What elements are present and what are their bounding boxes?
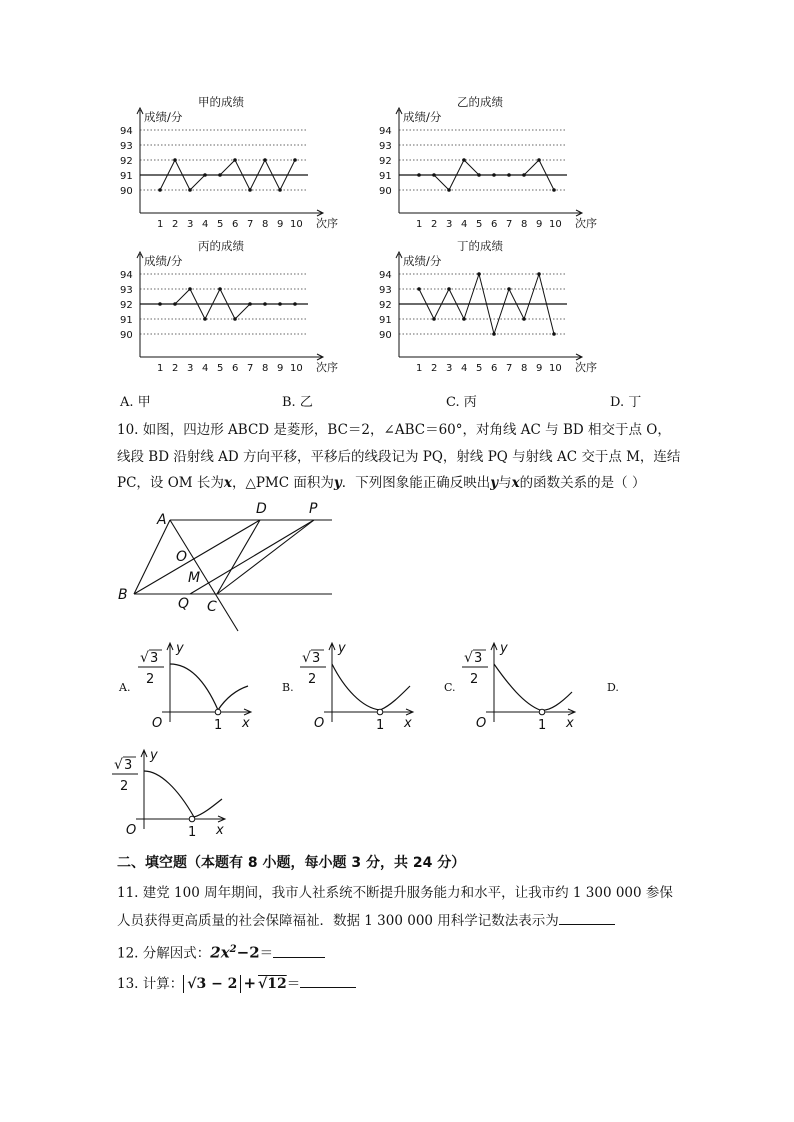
x-tick-label: 9: [277, 219, 284, 230]
q9-option-d: D. 丁: [610, 395, 642, 410]
q13-eq: ＝: [286, 976, 301, 992]
y-tick-label: 92: [379, 300, 392, 311]
q11-line-2-text: 人员获得更高质量的社会保障福祉．数据 1 300 000 用科学记数法表示为: [117, 913, 559, 929]
point-o: O: [176, 549, 188, 565]
q10-line-3-d: 与: [498, 475, 512, 491]
point-c: C: [207, 599, 217, 615]
q10-line-2: 线段 BD 沿射线 AD 方向平移，平移后的线段记为 PQ，射线 PQ 与射线 AC 交于点 M，连结: [117, 449, 681, 465]
var-y-2: y: [490, 475, 499, 491]
var-x: x: [223, 475, 232, 491]
segment-pc: [217, 520, 314, 594]
x-tick-label: 9: [536, 363, 543, 374]
chart-title: 乙的成绩: [457, 95, 503, 109]
denominator-2: 2: [120, 779, 129, 794]
x-tick-label: 1: [157, 219, 164, 230]
q13-absolute-value: √3 − 2: [183, 975, 241, 993]
data-point: [492, 173, 496, 177]
y-tick-label: 94: [120, 126, 133, 137]
data-point: [278, 302, 282, 306]
y-axis-name: y: [338, 641, 346, 656]
data-point: [263, 302, 267, 306]
data-point: [188, 287, 192, 291]
var-y: y: [333, 475, 342, 491]
y-tick-label: 90: [379, 186, 392, 197]
x-tick-label: 2: [431, 219, 438, 230]
origin-label: O: [476, 716, 487, 731]
x-tick-label: 4: [461, 363, 468, 374]
graph-option-a: [138, 638, 258, 736]
data-point: [552, 188, 556, 192]
sqrt-sign: √: [114, 757, 123, 773]
y-tick-label: 92: [120, 300, 133, 311]
origin-label: O: [152, 716, 163, 731]
x-axis-name: x: [216, 823, 224, 838]
graph-option-d: [112, 745, 232, 843]
y-axis-name: y: [500, 641, 508, 656]
x-axis-label: 次序: [575, 217, 597, 230]
x-tick-label: 2: [172, 219, 179, 230]
y-tick-label: 92: [379, 156, 392, 167]
hollow-point: [215, 709, 221, 715]
data-point: [507, 173, 511, 177]
q13-sqrt12: √12: [258, 976, 287, 992]
x-axis-label: 次序: [316, 217, 338, 230]
x-tick-label: 7: [506, 363, 513, 374]
x-tick-label: 10: [549, 219, 562, 230]
data-point: [263, 158, 267, 162]
function-curve: [170, 664, 248, 710]
data-point: [522, 317, 526, 321]
x-tick-label: 5: [476, 363, 483, 374]
q12-expr-tail: −2: [236, 943, 260, 962]
graph-option-c: [462, 638, 582, 736]
y-tick-label: 94: [379, 126, 392, 137]
x-tick-label: 9: [277, 363, 284, 374]
sqrt-sign: √: [140, 650, 149, 666]
data-point: [492, 332, 496, 336]
x-axis-label: 次序: [316, 361, 338, 374]
x-tick-label: 3: [446, 219, 453, 230]
score-chart-yi: [377, 92, 597, 230]
y-tick-label: 93: [120, 141, 133, 152]
data-point: [477, 272, 481, 276]
data-point: [417, 173, 421, 177]
function-curve: [332, 664, 410, 710]
q10-option-d: D.: [607, 681, 619, 694]
q9-option-c: C. 丙: [446, 395, 477, 410]
denominator-2: 2: [146, 672, 155, 687]
data-point: [248, 188, 252, 192]
x-axis-name: x: [404, 716, 412, 731]
sqrt-sign: √: [464, 650, 473, 666]
hollow-point: [189, 816, 195, 822]
data-point: [158, 302, 162, 306]
q12-prefix: 12. 分解因式：: [117, 945, 211, 962]
data-point: [158, 188, 162, 192]
function-curve: [494, 664, 572, 710]
q10-line-3: [117, 473, 645, 493]
point-b: B: [118, 587, 128, 603]
x-tick-label: 5: [217, 363, 224, 374]
x-tick-label: 4: [202, 219, 209, 230]
x-tick-label: 10: [549, 363, 562, 374]
sqrt-3: 3: [150, 651, 159, 666]
y-axis-name: y: [176, 641, 184, 656]
q12: [117, 940, 325, 964]
segment-dc: [217, 520, 260, 594]
x-tick-label: 7: [506, 219, 513, 230]
q13-plus: +: [243, 974, 257, 992]
segment-qp: [190, 520, 314, 594]
x-tick-label: 7: [247, 363, 254, 374]
y-axis-label: 成绩/分: [403, 254, 442, 268]
score-chart-jia: [118, 92, 338, 230]
x-tick-label: 1: [157, 363, 164, 374]
function-curve: [144, 771, 222, 817]
data-point: [552, 332, 556, 336]
rhombus-figure: [110, 498, 350, 638]
y-tick-label: 91: [120, 171, 133, 182]
origin-label: O: [126, 823, 137, 838]
x-axis-name: x: [566, 716, 574, 731]
y-tick-label: 93: [379, 285, 392, 296]
score-chart-ding: [377, 236, 597, 374]
data-point: [293, 302, 297, 306]
hollow-point: [377, 709, 383, 715]
data-point: [462, 158, 466, 162]
x-axis-label: 次序: [575, 361, 597, 374]
q10-option-b: B.: [282, 681, 294, 694]
y-axis-name: y: [150, 748, 158, 763]
q10-line-3-b: ，△PMC 面积为: [231, 475, 334, 491]
x-tick-label: 6: [491, 219, 498, 230]
q12-answer-blank[interactable]: [273, 943, 325, 958]
y-tick-label: 93: [120, 285, 133, 296]
hollow-point: [539, 709, 545, 715]
y-tick-label: 91: [379, 171, 392, 182]
x-tick-label: 1: [416, 363, 423, 374]
chart-title: 甲的成绩: [198, 95, 244, 109]
y-tick-label: 91: [379, 315, 392, 326]
sqrt-3: 3: [124, 758, 133, 773]
data-point: [233, 317, 237, 321]
q9-option-a: A. 甲: [120, 395, 151, 410]
x-tick-label: 6: [491, 363, 498, 374]
x-tick-label: 1: [416, 219, 423, 230]
q9-option-b: B. 乙: [282, 395, 313, 410]
point-m: M: [188, 570, 201, 586]
data-point: [188, 188, 192, 192]
x-tick-label: 10: [290, 219, 303, 230]
var-x-2: x: [511, 475, 520, 491]
x-tick-label: 2: [431, 363, 438, 374]
y-tick-label: 90: [379, 330, 392, 341]
data-point: [417, 287, 421, 291]
x-tick-label: 10: [290, 363, 303, 374]
data-point: [233, 158, 237, 162]
point-q: Q: [178, 596, 190, 612]
q12-eq: ＝: [259, 945, 274, 962]
q11-line-1: 11. 建党 100 周年期间，我市人社系统不断提升服务能力和水平，让我市约 1 300 000 参保: [117, 885, 673, 901]
denominator-2: 2: [470, 672, 479, 687]
q11-line-2: [117, 910, 615, 931]
data-point: [432, 173, 436, 177]
point-a: A: [157, 512, 167, 528]
q12-expr-base: 2x: [210, 943, 230, 962]
x-tick-label: 6: [232, 363, 239, 374]
x-one-label: 1: [376, 718, 385, 733]
data-point: [447, 287, 451, 291]
data-point: [462, 317, 466, 321]
y-tick-label: 90: [120, 186, 133, 197]
score-chart-bing: [118, 236, 338, 374]
x-tick-label: 8: [262, 363, 269, 374]
y-tick-label: 94: [379, 270, 392, 281]
x-tick-label: 8: [262, 219, 269, 230]
section-title-fill-blank: 二、填空题（本题有 8 小题，每小题 3 分，共 24 分）: [117, 855, 466, 871]
y-tick-label: 91: [120, 315, 133, 326]
y-tick-label: 93: [379, 141, 392, 152]
data-point: [522, 173, 526, 177]
x-tick-label: 5: [476, 219, 483, 230]
y-tick-label: 92: [120, 156, 133, 167]
x-one-label: 1: [538, 718, 547, 733]
q11-answer-blank[interactable]: [559, 910, 615, 925]
y-tick-label: 90: [120, 330, 133, 341]
y-axis-label: 成绩/分: [403, 110, 442, 124]
data-point: [203, 173, 207, 177]
data-point: [507, 287, 511, 291]
y-axis-label: 成绩/分: [144, 254, 183, 268]
data-point: [203, 317, 207, 321]
x-tick-label: 8: [521, 363, 528, 374]
point-d: D: [256, 501, 267, 517]
q10-line-3-e: 的函数关系的是（ ）: [519, 475, 646, 491]
y-axis-label: 成绩/分: [144, 110, 183, 124]
x-tick-label: 3: [187, 219, 194, 230]
sqrt-sign: √: [302, 650, 311, 666]
data-point: [537, 272, 541, 276]
denominator-2: 2: [308, 672, 317, 687]
data-point: [173, 302, 177, 306]
x-tick-label: 5: [217, 219, 224, 230]
origin-label: O: [314, 716, 325, 731]
q10-line-1: 10. 如图，四边形 ABCD 是菱形，BC＝2，∠ABC＝60°，对角线 AC 与 BD 相交于点 O，: [117, 422, 671, 438]
x-axis-name: x: [242, 716, 250, 731]
x-tick-label: 3: [446, 363, 453, 374]
graph-option-b: [300, 638, 420, 736]
data-point: [477, 173, 481, 177]
chart-title: 丙的成绩: [198, 239, 244, 253]
chart-title: 丁的成绩: [457, 239, 503, 253]
sqrt-3: 3: [312, 651, 321, 666]
x-tick-label: 3: [187, 363, 194, 374]
q12-expr-exp: 2: [229, 944, 237, 955]
data-point: [173, 158, 177, 162]
x-tick-label: 4: [461, 219, 468, 230]
x-one-label: 1: [214, 718, 223, 733]
q10-option-c: C.: [444, 681, 456, 694]
data-point: [432, 317, 436, 321]
data-point: [293, 158, 297, 162]
data-point: [218, 287, 222, 291]
x-tick-label: 8: [521, 219, 528, 230]
data-point: [278, 188, 282, 192]
sqrt-3: 3: [474, 651, 483, 666]
x-tick-label: 6: [232, 219, 239, 230]
q13: [117, 973, 356, 994]
x-tick-label: 9: [536, 219, 543, 230]
x-one-label: 1: [188, 825, 197, 840]
data-point: [447, 188, 451, 192]
x-tick-label: 4: [202, 363, 209, 374]
point-p: P: [309, 501, 318, 517]
data-point: [248, 302, 252, 306]
q10-line-3-c: ．下列图象能正确反映出: [341, 475, 491, 491]
q13-prefix: 13. 计算：: [117, 976, 184, 992]
x-tick-label: 7: [247, 219, 254, 230]
data-point: [537, 158, 541, 162]
data-point: [218, 173, 222, 177]
q13-answer-blank[interactable]: [300, 973, 356, 988]
q10-line-3-a: PC，设 OM 长为: [117, 475, 224, 491]
y-tick-label: 94: [120, 270, 133, 281]
q10-option-a: A.: [119, 681, 131, 694]
x-tick-label: 2: [172, 363, 179, 374]
